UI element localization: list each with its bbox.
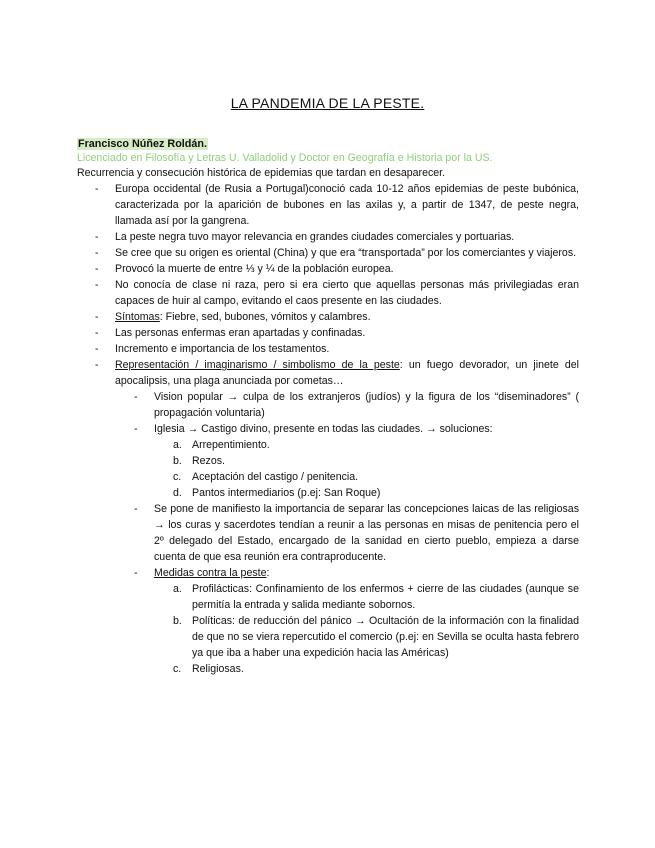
- list-item: - Europa occidental (de Rusia a Portugal)conoció cada 10-12 años epidemias de peste bubónica, caracterizada por la aparición de bubones en las axilas y, a partir de 1347, de peste negra, llamada así por la gangrena.: [95, 183, 579, 227]
- list-item: - Las personas enfermas eran apartadas y confinadas.: [95, 327, 366, 339]
- representacion-label: Representación / imaginarismo / simbolismo de la peste: [115, 359, 400, 371]
- sub-item: - Vision popular → culpa de los extranjeros (judíos) y la figura de los “diseminadores” ( propagación voluntaria): [134, 391, 579, 419]
- sub-sub-item: a. Profilácticas: Confinamiento de los enfermos + cierre de las ciudades (aunque se permitía la entrada y salida mediante sobornos.: [173, 583, 579, 611]
- bullet-marker: -: [95, 247, 99, 259]
- bullet-list: [77, 181, 579, 677]
- sub-sub-item: c. Aceptación del castigo / penitencia.: [173, 471, 359, 483]
- list-item-representacion: - Representación / imaginarismo / simbolismo de la peste: un fuego devorador, un jinete del apocalipsis, una plaga anunciada por cometas…: [95, 359, 579, 387]
- bullet-marker: -: [95, 231, 99, 243]
- bullet-marker: -: [95, 183, 99, 195]
- intro-paragraph: Recurrencia y consecución histórica de epidemias que tardan en desaparecer.: [77, 167, 446, 179]
- sub-sub-item: b. Políticas: de reducción del pánico → Ocultación de la información con la finalidad de que no se viera repercutido el comercio (p.ej: en Sevilla se oculta hasta febrero ya que iba a haber una expedición hacia las Américas): [173, 615, 579, 659]
- sub-item: - Se pone de manifiesto la importancia de separar las concepciones laicas de las religiosas → los curas y sacerdotes tendían a reunir a las personas en misas de penitencia pero el 2º delegado del Estado, encargado de la sanidad en cierto pueblo, empieza a darse cuenta de que esa reunión era contraproducente.: [134, 503, 579, 563]
- bullet-marker: -: [95, 359, 99, 371]
- bullet-marker: -: [95, 279, 99, 291]
- sub-sub-item: b. Rezos.: [173, 455, 225, 467]
- sub-sub-item: a. Arrepentimiento.: [173, 439, 270, 451]
- page-title: LA PANDEMIA DE LA PESTE.: [230, 95, 425, 111]
- author-name: Francisco Núñez Roldán.: [78, 138, 207, 150]
- bullet-marker: -: [134, 423, 138, 435]
- sub-item-medidas: - Medidas contra la peste:: [134, 567, 270, 579]
- sub-sub-item: d. Pantos intermediarios (p.ej: San Roque): [173, 487, 381, 499]
- medidas-label: Medidas contra la peste: [154, 567, 267, 579]
- list-item: - Incremento e importancia de los testamentos.: [95, 343, 330, 355]
- bullet-marker: -: [134, 503, 138, 515]
- bullet-marker: -: [134, 567, 138, 579]
- bullet-marker: -: [95, 327, 99, 339]
- bullet-marker: -: [134, 391, 138, 403]
- list-item: - No conocía de clase ni raza, pero si era cierto que aquellas personas más privilegiadas eran capaces de huir al campo, evitando el caos presente en las ciudades.: [95, 279, 579, 307]
- sintomas-label: Síntomas: [115, 311, 160, 323]
- sub-sub-item: c. Religiosas.: [173, 663, 244, 675]
- list-item-sintomas: - Síntomas: Fiebre, sed, bubones, vómitos y calambres.: [95, 311, 371, 323]
- bullet-marker: -: [95, 343, 99, 355]
- author-affiliation: Licenciado en Filosofía y Letras U. Valladolid y Doctor en Geografía e Historia por la US.: [77, 152, 493, 164]
- list-item: - Se cree que su origen es oriental (China) y que era “transportada” por los comerciantes y viajeros.: [95, 247, 577, 259]
- list-item: - Provocó la muerte de entre ⅓ y ¼ de la población europea.: [95, 263, 394, 275]
- bullet-marker: -: [95, 263, 99, 275]
- sub-item: - Iglesia → Castigo divino, presente en todas las ciudades. → soluciones:: [134, 423, 493, 435]
- bullet-marker: -: [95, 311, 99, 323]
- list-item: - La peste negra tuvo mayor relevancia en grandes ciudades comerciales y portuarias.: [95, 231, 515, 243]
